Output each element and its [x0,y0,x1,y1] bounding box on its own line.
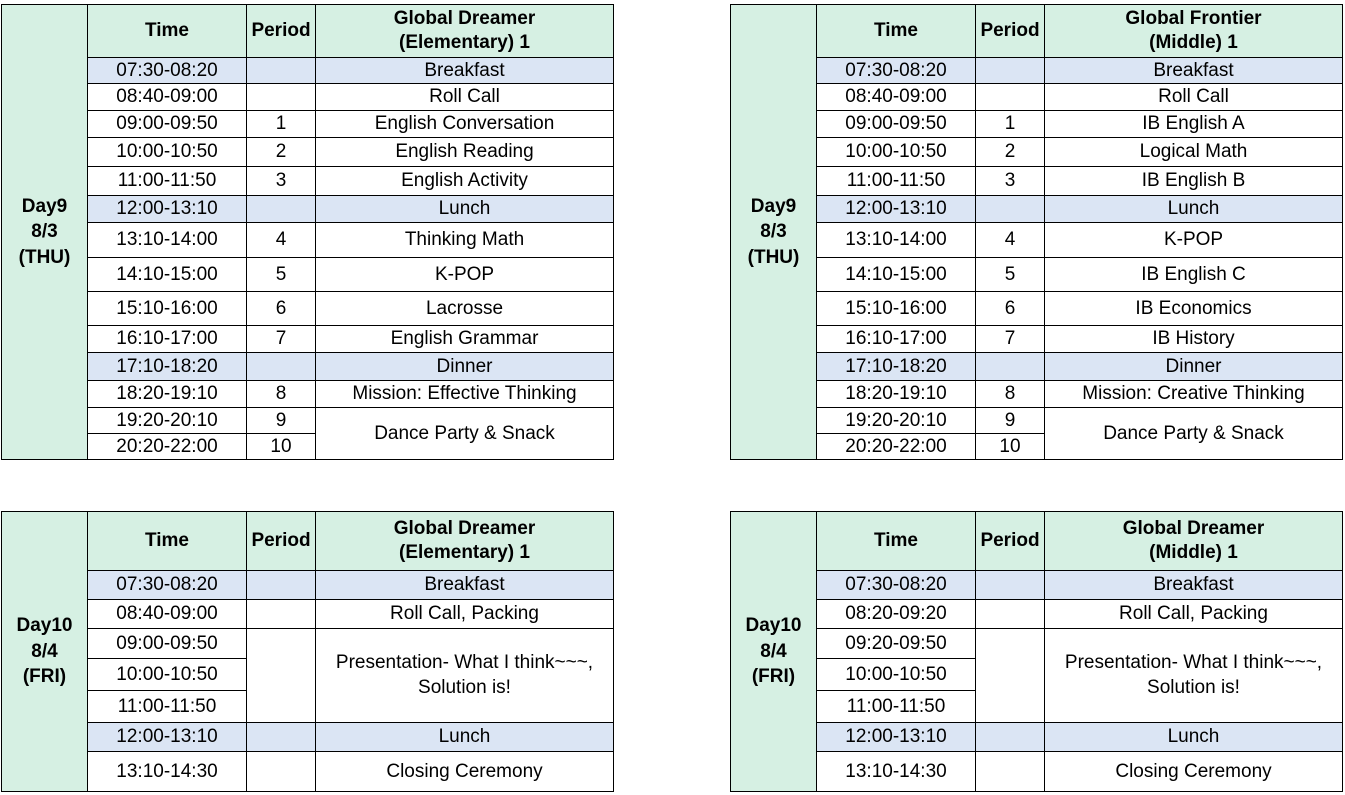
period-cell [247,600,316,629]
day-date: 8/4 [760,640,787,662]
activity-cell: IB English A [1045,111,1343,138]
period-cell: 8 [976,381,1045,408]
schedule-table-day10-middle [730,511,1343,792]
header-period: Period [976,512,1045,571]
activity-cell: Logical Math [1045,138,1343,167]
time-cell: 07:30-08:20 [817,58,976,84]
period-cell: 1 [247,111,316,138]
header-activity [1045,512,1343,571]
day-weekday: (FRI) [22,666,67,688]
period-cell: 2 [976,138,1045,167]
period-cell: 2 [247,138,316,167]
day-label: Day10 [745,615,802,637]
period-cell [247,84,316,111]
activity-cell: Lunch [1045,196,1343,223]
period-cell: 9 [976,408,1045,434]
activity-cell: Closing Ceremony [1045,752,1343,792]
time-cell: 15:10-16:00 [817,292,976,326]
header-program: Global Dreamer [393,518,536,540]
table-row [731,58,1343,84]
time-cell: 10:00-10:50 [88,659,247,691]
schedule-table-day10-elementary [1,511,614,792]
table-row [731,752,1343,792]
period-cell: 4 [247,223,316,258]
activity-cell: Dinner [1045,353,1343,381]
table-row [731,196,1343,223]
activity-cell: Dance Party & Snack [316,408,614,460]
time-cell: 11:00-11:50 [817,691,976,723]
period-cell [976,58,1045,84]
time-cell: 08:40-09:00 [88,84,247,111]
header-time: Time [88,5,247,58]
period-cell: 6 [976,292,1045,326]
day-weekday: (THU) [747,246,800,268]
time-cell: 18:20-19:10 [817,381,976,408]
period-cell: 10 [247,434,316,460]
table-row [731,408,1343,434]
header-program: Global Dreamer [1122,518,1265,540]
time-cell: 19:20-20:10 [88,408,247,434]
period-cell: 5 [976,258,1045,292]
header-activity [316,5,614,58]
table-row [2,84,614,111]
time-cell: 16:10-17:00 [88,326,247,353]
activity-cell: English Activity [316,167,614,196]
day-cell [2,5,88,460]
period-cell [247,58,316,84]
header-activity [316,512,614,571]
period-cell [976,752,1045,792]
activity-cell: Closing Ceremony [316,752,614,792]
period-cell: 7 [976,326,1045,353]
period-cell: 8 [247,381,316,408]
time-cell: 08:40-09:00 [88,600,247,629]
period-cell: 1 [976,111,1045,138]
period-cell [247,723,316,752]
activity-cell: Presentation- What I think~~~, Solution is! [1045,629,1343,723]
table-row [2,258,614,292]
table-row [2,600,614,629]
period-cell: 9 [247,408,316,434]
activity-cell: Mission: Creative Thinking [1045,381,1343,408]
table-row [2,752,614,792]
table-row [731,381,1343,408]
time-cell: 08:20-09:20 [817,600,976,629]
time-cell: 13:10-14:00 [817,223,976,258]
time-cell: 12:00-13:10 [88,723,247,752]
table-row [731,326,1343,353]
table-row [2,167,614,196]
table-row [2,381,614,408]
time-cell: 13:10-14:00 [88,223,247,258]
period-cell [976,196,1045,223]
time-cell: 12:00-13:10 [88,196,247,223]
header-level: (Middle) 1 [1149,32,1238,53]
activity-cell: English Conversation [316,111,614,138]
time-cell: 15:10-16:00 [88,292,247,326]
time-cell: 20:20-22:00 [88,434,247,460]
table-row [2,223,614,258]
header-time: Time [817,5,976,58]
activity-cell: Breakfast [316,571,614,600]
table-row [731,84,1343,111]
activity-cell: Mission: Effective Thinking [316,381,614,408]
header-period: Period [247,512,316,571]
period-cell [247,353,316,381]
time-cell: 11:00-11:50 [88,167,247,196]
period-cell [247,196,316,223]
table-row [731,571,1343,600]
table-row [731,600,1343,629]
period-cell [976,84,1045,111]
activity-cell: Roll Call, Packing [1045,600,1343,629]
table-row [731,223,1343,258]
activity-cell: Presentation- What I think~~~, Solution is! [316,629,614,723]
period-cell [976,600,1045,629]
time-cell: 07:30-08:20 [88,58,247,84]
day-label: Day10 [16,615,73,637]
activity-cell: K-POP [1045,223,1343,258]
activity-cell: English Reading [316,138,614,167]
table-row [2,58,614,84]
table-row [2,353,614,381]
day-label: Day9 [21,195,68,217]
header-level: (Middle) 1 [1149,542,1238,563]
time-cell: 14:10-15:00 [88,258,247,292]
activity-cell: Dinner [316,353,614,381]
period-cell [976,353,1045,381]
activity-cell: Thinking Math [316,223,614,258]
period-cell [247,629,316,723]
time-cell: 13:10-14:30 [817,752,976,792]
period-cell: 5 [247,258,316,292]
time-cell: 07:30-08:20 [88,571,247,600]
activity-cell: IB Economics [1045,292,1343,326]
period-cell [247,571,316,600]
activity-cell: K-POP [316,258,614,292]
header-activity [1045,5,1343,58]
activity-cell: IB English B [1045,167,1343,196]
time-cell: 18:20-19:10 [88,381,247,408]
period-cell: 3 [976,167,1045,196]
time-cell: 09:00-09:50 [817,111,976,138]
table-row [2,326,614,353]
period-cell: 4 [976,223,1045,258]
period-cell [976,571,1045,600]
activity-cell: Roll Call, Packing [316,600,614,629]
header-period: Period [976,5,1045,58]
day-weekday: (THU) [18,246,71,268]
table-row [731,138,1343,167]
activity-cell: IB History [1045,326,1343,353]
period-cell [976,629,1045,723]
time-cell: 09:00-09:50 [88,629,247,659]
header-program: Global Frontier [1125,8,1262,30]
activity-cell: Lunch [1045,723,1343,752]
period-cell: 6 [247,292,316,326]
table-row [2,138,614,167]
period-cell: 7 [247,326,316,353]
period-cell: 3 [247,167,316,196]
table-row [731,353,1343,381]
time-cell: 12:00-13:10 [817,196,976,223]
activity-cell: IB English C [1045,258,1343,292]
time-cell: 13:10-14:30 [88,752,247,792]
time-cell: 11:00-11:50 [817,167,976,196]
header-level: (Elementary) 1 [399,32,530,53]
header-level: (Elementary) 1 [399,542,530,563]
activity-cell: English Grammar [316,326,614,353]
table-row [731,111,1343,138]
table-row [731,167,1343,196]
period-cell [247,752,316,792]
time-cell: 10:00-10:50 [817,659,976,691]
table-row [2,408,614,434]
day-date: 8/4 [31,640,58,662]
day-date: 8/3 [31,221,58,243]
time-cell: 08:40-09:00 [817,84,976,111]
day-date: 8/3 [760,221,787,243]
time-cell: 16:10-17:00 [817,326,976,353]
activity-cell: Breakfast [1045,58,1343,84]
table-row [2,196,614,223]
time-cell: 17:10-18:20 [817,353,976,381]
period-cell [976,723,1045,752]
day-cell [2,512,88,792]
activity-cell: Roll Call [1045,84,1343,111]
time-cell: 14:10-15:00 [817,258,976,292]
table-row [2,629,614,659]
time-cell: 17:10-18:20 [88,353,247,381]
header-time: Time [88,512,247,571]
time-cell: 11:00-11:50 [88,691,247,723]
header-period: Period [247,5,316,58]
header-program: Global Dreamer [393,8,536,30]
time-cell: 19:20-20:10 [817,408,976,434]
table-row [2,571,614,600]
time-cell: 10:00-10:50 [817,138,976,167]
time-cell: 09:00-09:50 [88,111,247,138]
activity-cell: Breakfast [1045,571,1343,600]
header-time: Time [817,512,976,571]
activity-cell: Lunch [316,196,614,223]
table-row [2,723,614,752]
table-row [731,258,1343,292]
table-row [2,111,614,138]
day-cell [731,5,817,460]
activity-cell: Lunch [316,723,614,752]
table-row [2,292,614,326]
schedule-table-day9-middle [730,4,1343,460]
activity-cell: Dance Party & Snack [1045,408,1343,460]
activity-cell: Lacrosse [316,292,614,326]
time-cell: 10:00-10:50 [88,138,247,167]
activity-cell: Roll Call [316,84,614,111]
day-cell [731,512,817,792]
day-label: Day9 [750,195,797,217]
table-row [731,723,1343,752]
time-cell: 07:30-08:20 [817,571,976,600]
time-cell: 09:20-09:50 [817,629,976,659]
table-row [731,292,1343,326]
activity-cell: Breakfast [316,58,614,84]
schedule-table-day9-elementary [1,4,614,460]
period-cell: 10 [976,434,1045,460]
time-cell: 12:00-13:10 [817,723,976,752]
day-weekday: (FRI) [751,666,796,688]
time-cell: 20:20-22:00 [817,434,976,460]
table-row [731,629,1343,659]
